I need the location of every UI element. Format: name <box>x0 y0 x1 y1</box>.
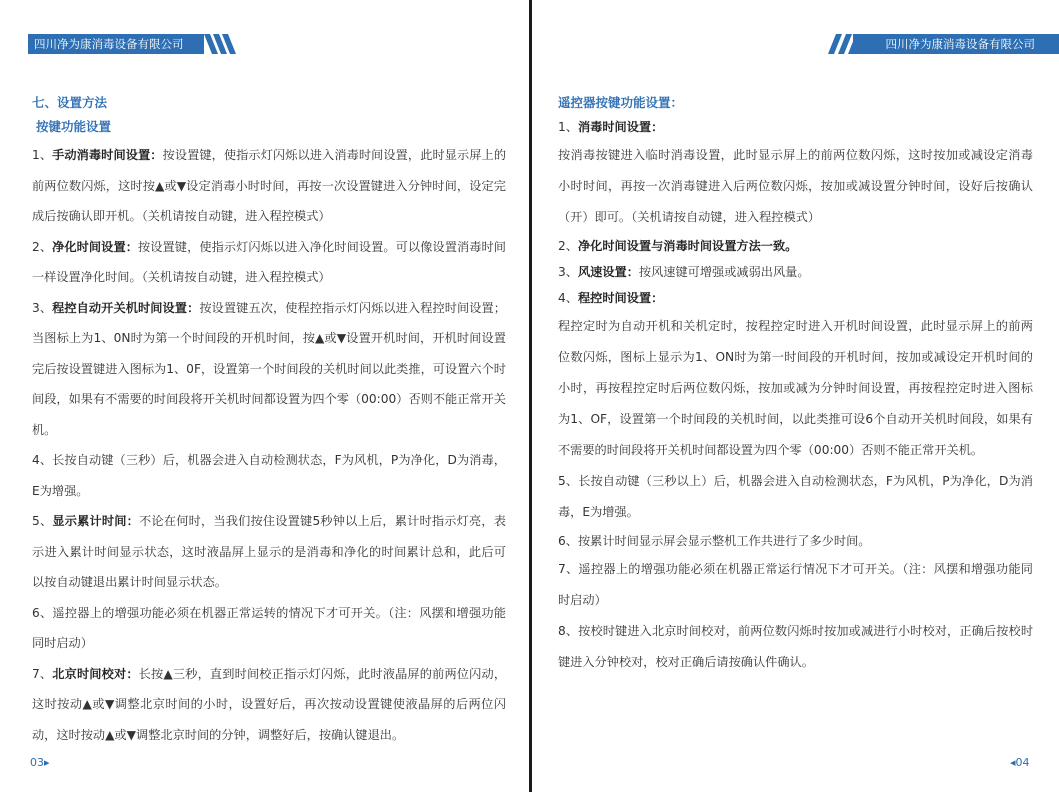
right-item-2: 2、净化时间设置与消毒时间设置方法一致。 <box>558 239 798 253</box>
right-item-1-title: 1、消毒时间设置： <box>558 120 664 134</box>
right-item-7: 7、遥控器上的增强功能必须在机器正常运行情况下才可开关。（注：风摆和增强功能同时启动） <box>558 562 1033 607</box>
left-page-number: 03▸ <box>30 756 50 769</box>
left-item-2: 2、净化时间设置：按设置键，使指示灯闪烁以进入净化时间设置。可以像设置消毒时间一样设置净化时间。（关机请按自动键，进入程控模式） <box>32 239 506 284</box>
right-item-4-text: 程控定时为自动开机和关机定时，按程控定时进入开机时间设置，此时显示屏上的前两位数闪烁，图标上显示为1、ON时为第一时间段的开机时间，按加或减设定开机时间的小时，再按程控定时后两位数闪烁，按加或减为分钟时间设置，再按程控定时进入图标为1、OF，设置第一个时间段的关机时间，以此类推可设6个自动开关机时间段，如果有不需要的时间段将开关机时间都设置为四个零（00:00）否则不能正常开关机。 <box>558 319 1033 457</box>
right-header-band <box>853 34 1059 54</box>
left-company-name: 四川净为康消毒设备有限公司 <box>34 37 184 51</box>
right-item-1-text: 按消毒按键进入临时消毒设置，此时显示屏上的前两位数闪烁，这时按加或减设定消毒小时时间，再按一次消毒键进入后两位数闪烁，按加或减设置分钟时间，设好后按确认（开）即可。（关机请按自动键，进入程控模式） <box>558 148 1033 224</box>
right-item-8: 8、按校时键进入北京时间校对，前两位数闪烁时按加或减进行小时校对，正确后按校时键进入分钟校对，校对正确后请按确认件确认。 <box>558 624 1034 669</box>
right-company-name: 四川净为康消毒设备有限公司 <box>885 37 1035 51</box>
right-item-3: 3、风速设置：按风速键可增强或减弱出风量。 <box>558 265 810 279</box>
right-content <box>558 92 1033 678</box>
left-item-6: 6、遥控器上的增强功能必须在机器正常运转的情况下才可开关。（注：风摆和增强功能同时启动） <box>32 605 506 650</box>
left-item-3: 3、程控自动开关机时间设置：按设置键五次，使程控指示灯闪烁以进入程控时间设置；当图标上为1、0N时为第一个时间段的开机时间，按▲或▼设置开机时间，开机时间设置完后按设置键进入图标为1、0F，设置第一个时间段的关机时间以此类推，可设置六个时间段，如果有不需要的时间段将开关机时间都设置为四个零（00:00）否则不能正常开关机。 <box>32 300 506 437</box>
left-item-5: 5、显示累计时间：不论在何时，当我们按住设置键5秒钟以上后，累计时指示灯亮，表示进入累计时间显示状态，这时液晶屏上显示的是消毒和净化的时间累计总和，此后可以按自动键退出累计时间显示状态。 <box>32 514 506 589</box>
left-item-1: 1、手动消毒时间设置：按设置键，使指示灯闪烁以进入消毒时间设置，此时显示屏上的前两位数闪烁，这时按▲或▼设定消毒小时时间，再按一次设置键进入分钟时间，设定完成后按确认即开机。（关机请按自动键，进入程控模式） <box>32 148 507 223</box>
right-item-5: 5、长按自动键（三秒以上）后，机器会进入自动检测状态，F为风机，P为净化，D为消毒，E为增强。 <box>558 474 1033 519</box>
right-page <box>532 0 1059 792</box>
left-item-7: 7、北京时间校对：长按▲三秒，直到时间校正指示灯闪烁，此时液晶屏的前两位闪动，这时按动▲或▼调整北京时间的小时，设置好后，再次按动设置键使液晶屏的后两位闪动，这时按动▲或▼调整北京时间的分钟，调整好后，按确认键退出。 <box>32 666 507 742</box>
right-item-4-title: 4、程控时间设置： <box>558 291 664 305</box>
left-header-stripes <box>204 34 236 54</box>
left-item-4: 4、长按自动键（三秒）后，机器会进入自动检测状态，F为风机，P为净化，D为消毒，E为增强。 <box>32 453 506 498</box>
right-page-number: ◂04 <box>1010 756 1030 769</box>
sub-title: 按键功能设置 <box>36 119 112 134</box>
right-item-6: 6、按累计时间显示屏会显示整机工作共进行了多少时间。 <box>558 534 871 548</box>
left-content <box>32 92 506 750</box>
left-page <box>0 0 529 792</box>
section-title: 七、设置方法 <box>32 95 108 110</box>
remote-section-title: 遥控器按键功能设置： <box>558 95 684 110</box>
left-header-band <box>28 34 204 54</box>
